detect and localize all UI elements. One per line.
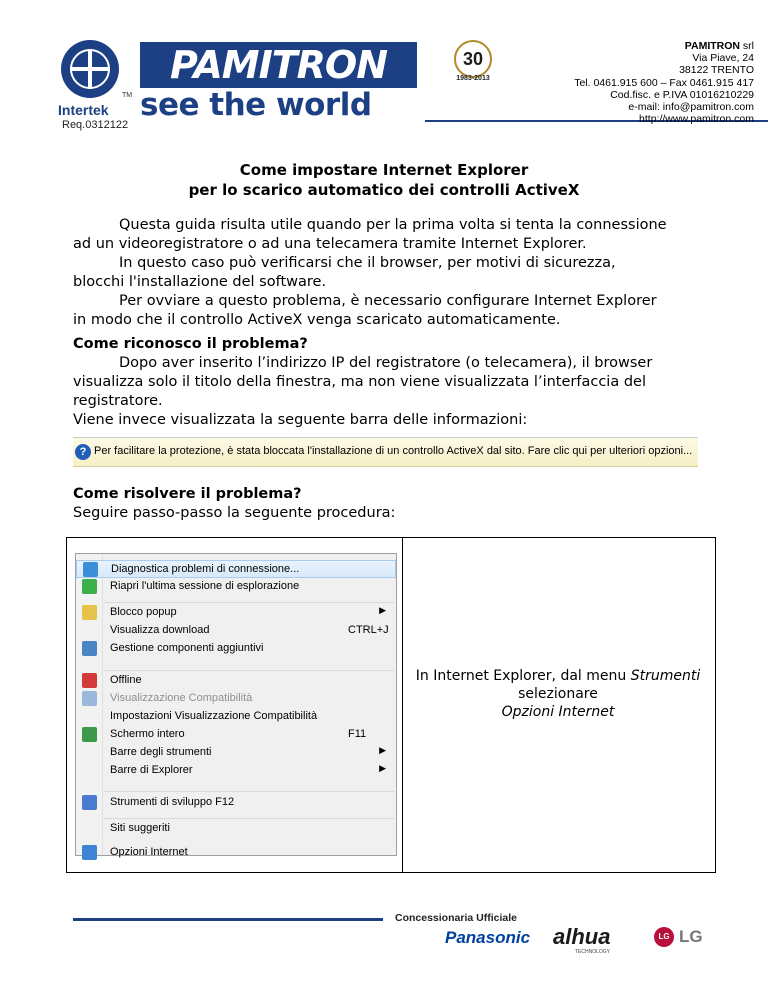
instruction-note: In Internet Explorer, dal menu Strumenti selezionare Opzioni Internet <box>415 668 701 720</box>
menu-item-label: Barre di Explorer <box>110 764 193 776</box>
company-name: PAMITRON <box>684 40 740 52</box>
company-suffix: srl <box>740 40 754 52</box>
anniversary-years: 1983-2013 <box>456 75 490 82</box>
page-header: TM Intertek Req.0312122 PAMITRON see the world 30 1983-2013 PAMITRON srl Via Piave, 24 38122 TRENTO Tel. 0461.915 600 – Fax 0461.915 417 Cod.fisc. e P.IVA 01016210229 e-mail: info@pamitron.com http://www.pamitron.com <box>0 0 768 135</box>
address: Via Piave, 24 <box>692 52 754 65</box>
contact-block <box>574 40 754 125</box>
menu-item-label: Barre degli strumenti <box>110 746 212 758</box>
pamitron-logo: PAMITRON <box>140 42 417 88</box>
menu-item-label: Visualizzazione Compatibilità <box>110 692 253 704</box>
menu-item-label: Siti suggeriti <box>110 822 170 834</box>
section-heading: Come risolvere il problema? <box>73 486 302 502</box>
dev-tools-icon <box>82 795 97 810</box>
menu-item[interactable] <box>76 560 396 578</box>
menu-item[interactable] <box>76 640 396 658</box>
submenu-arrow-icon: ▶ <box>379 745 386 755</box>
ie-information-bar[interactable] <box>73 437 698 467</box>
globe-icon <box>61 40 119 98</box>
menu-item[interactable] <box>76 604 396 622</box>
anniversary-badge <box>448 40 498 84</box>
menu-item-label: Riapri l'ultima sessione di esplorazione <box>110 580 300 592</box>
menu-item-label: Impostazioni Visualizzazione Compatibilità <box>110 710 318 722</box>
information-bar-text: Per facilitare la protezione, è stata bloccata l'installazione di un controllo ActiveX dal sito. Fare clic qui per ulteriori opzioni... <box>94 445 693 457</box>
menu-name: Strumenti <box>630 668 701 684</box>
email[interactable]: e-mail: info@pamitron.com <box>628 101 754 114</box>
menu-shortcut: CTRL+J <box>348 624 389 636</box>
internet-options-icon <box>82 845 97 860</box>
cert-registration: Req.0312122 <box>62 119 129 131</box>
submenu-arrow-icon: ▶ <box>379 763 386 773</box>
fullscreen-icon <box>82 727 97 742</box>
section-solve: Come risolvere il problema? Seguire passo-passo la seguente procedura: <box>73 485 698 523</box>
menu-item-label: Gestione componenti aggiuntivi <box>110 642 264 654</box>
menu-item[interactable] <box>76 578 396 596</box>
lg-logo-mark: LG <box>654 927 674 947</box>
reopen-session-icon <box>82 579 97 594</box>
network-diagnose-icon <box>83 562 98 577</box>
panasonic-logo: Panasonic <box>445 928 531 947</box>
menu-item-label: Opzioni Internet <box>110 846 188 858</box>
menu-item[interactable] <box>76 726 396 744</box>
fiscal-code: Cod.fisc. e P.IVA 01016210229 <box>610 88 754 101</box>
menu-item[interactable] <box>76 794 396 812</box>
compat-view-icon <box>82 691 97 706</box>
menu-item[interactable] <box>76 672 396 690</box>
menu-item[interactable] <box>76 820 396 838</box>
menu-item-label: Schermo intero <box>110 728 185 740</box>
dahua-subtitle: TECHNOLOGY <box>575 949 611 955</box>
city: 38122 TRENTO <box>679 64 754 77</box>
option-name: Opzioni Internet <box>501 704 615 720</box>
section-recognize: Come riconosco il problema? Dopo aver inserito l’indirizzo IP del registratore (o telecamera), il browser visualizza solo il titolo della finestra, ma non viene visualizzata l’interfaccia del registratore. Viene invece visualizzata la seguente barra delle informazioni: <box>73 335 698 430</box>
footer-rule <box>73 918 383 921</box>
dahua-logo: alhua <box>553 924 611 949</box>
section-heading: Come riconosco il problema? <box>73 336 308 352</box>
menu-item[interactable] <box>76 762 396 780</box>
phone: Tel. 0461.915 600 – Fax 0461.915 417 <box>574 76 754 89</box>
table-divider <box>402 538 403 872</box>
menu-item-label: Offline <box>110 674 142 686</box>
popup-blocker-icon <box>82 605 97 620</box>
menu-item[interactable] <box>76 622 396 640</box>
menu-shortcut: F11 <box>348 728 367 740</box>
menu-item-label: Visualizza download <box>110 624 210 636</box>
intro-paragraph: Questa guida risulta utile quando per la prima volta si tenta la connessione ad un videoregistratore o ad una telecamera tramite Internet Explorer. In questo caso può verificarsi che il browser, per motivi di sicurezza, blocchi l'installazione del software. Per ovviare a questo problema, è necessario configurare Internet Explorer in modo che il controllo ActiveX venga scaricato automaticamente. <box>73 217 667 328</box>
help-icon: ? <box>75 444 91 460</box>
tools-menu <box>75 553 397 856</box>
website[interactable]: http://www.pamitron.com <box>639 113 754 126</box>
menu-item-label: Blocco popup <box>110 606 177 618</box>
offline-icon <box>82 673 97 688</box>
tagline: see the world <box>140 87 372 123</box>
menu-item[interactable] <box>76 708 396 726</box>
footer-label: Concessionaria Ufficiale <box>395 912 517 924</box>
menu-item[interactable] <box>76 690 396 708</box>
addons-icon <box>82 641 97 656</box>
anniversary-number: 30 <box>454 40 492 78</box>
menu-item[interactable] <box>76 744 396 762</box>
menu-item-label: Strumenti di sviluppo F12 <box>110 796 235 808</box>
submenu-arrow-icon: ▶ <box>379 605 386 615</box>
page-title-line2: per lo scarico automatico dei controlli ActiveX <box>188 181 580 199</box>
page-title-line1: Come impostare Internet Explorer <box>239 161 529 179</box>
lg-logo: LG <box>679 927 703 946</box>
instruction-table <box>66 537 716 873</box>
menu-item-label: Diagnostica problemi di connessione... <box>111 563 300 575</box>
cert-label: Intertek <box>58 102 109 118</box>
menu-item[interactable] <box>76 844 396 862</box>
